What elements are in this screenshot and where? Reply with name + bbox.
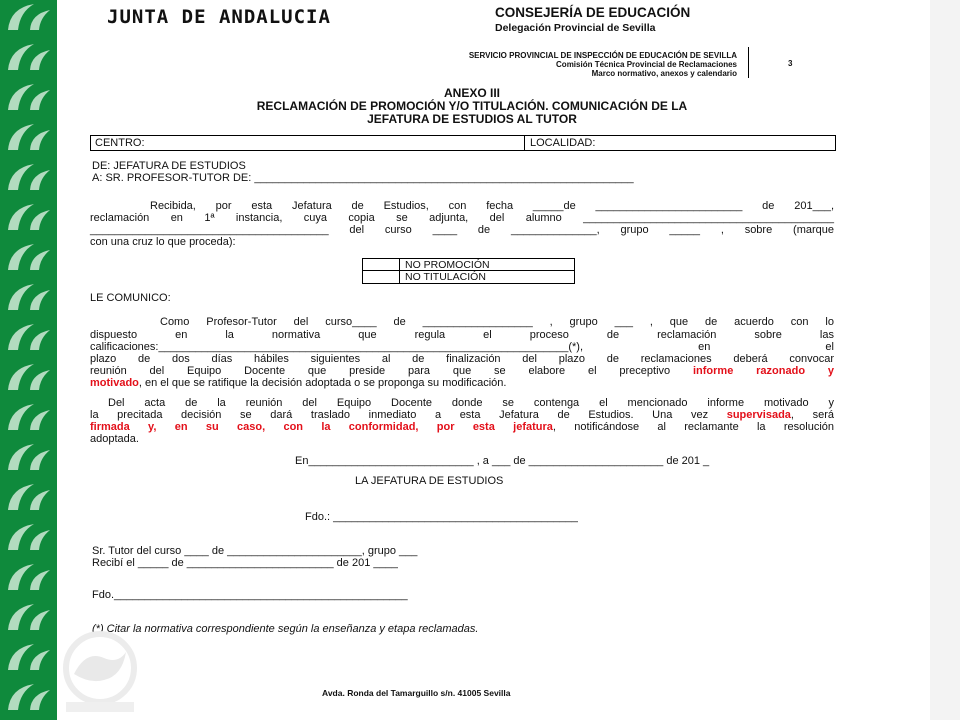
jefatura-signature-title: LA JEFATURA DE ESTUDIOS xyxy=(355,475,504,487)
page-number: 3 xyxy=(788,59,793,68)
document-title-line2: JEFATURA DE ESTUDIOS AL TUTOR xyxy=(367,112,577,126)
option-no-promocion[interactable]: NO PROMOCIÓN xyxy=(405,259,490,271)
highlight-motivado: motivado xyxy=(90,377,139,389)
paragraph3-line4: adoptada. xyxy=(90,433,139,445)
receipt-line2: Recibí el _____ de ________________________ de 201 ____ xyxy=(92,557,398,569)
service-line-3: Marco normativo, anexos y calendario xyxy=(591,69,737,78)
andalucia-emblem-icon xyxy=(60,628,140,721)
table-divider xyxy=(524,136,525,150)
paragraph2-line4: plazo de dos días hábiles siguientes al de finalización del plazo de reclamaciones deberá convocar xyxy=(90,353,834,365)
paragraph3-line2 xyxy=(90,409,834,422)
document-title-line1: RECLAMACIÓN DE PROMOCIÓN Y/O TITULACIÓN. COMUNICACIÓN DE LA xyxy=(256,99,688,113)
ministry-name: CONSEJERÍA DE EDUCACIÓN xyxy=(495,5,691,20)
paragraph2-line5-text: reunión del Equipo Docente que preside para que se elabore el preceptivo xyxy=(90,365,693,377)
paragraph3-line3 xyxy=(90,421,834,434)
from-line: DE: JEFATURA DE ESTUDIOS xyxy=(92,160,246,172)
highlight-informe-razonado: informe razonado y xyxy=(692,365,834,377)
paragraph2-line6 xyxy=(90,377,834,390)
paragraph2-line1: Como Profesor-Tutor del curso____ de __________________ , grupo ___ , que de acuerdo con lo xyxy=(160,316,834,328)
paragraph2-line6-text: , en el que se ratifique la decisión adoptada o se proponga su modificación. xyxy=(138,377,507,389)
paragraph3-line2-text: la precitada decisión se dará traslado inmediato a esta Jefatura de Estudios. Una vez xyxy=(90,409,727,421)
center-location-table xyxy=(90,135,836,151)
paragraph2-line5 xyxy=(90,365,834,378)
document-page xyxy=(57,0,930,720)
paragraph2-line3: calificaciones:___________________________________________________________________(*), en el xyxy=(90,341,834,353)
paragraph3-line2-end: , será xyxy=(790,409,834,421)
org-logo-text: JUNTA DE ANDALUCIA xyxy=(107,6,331,28)
receipt-line1: Sr. Tutor del curso ____ de ______________________, grupo ___ xyxy=(92,545,418,557)
jefatura-signature-line: Fdo.: ________________________________________ xyxy=(305,511,578,523)
annex-title: ANEXO III xyxy=(443,86,500,100)
header-divider xyxy=(748,47,749,78)
highlight-firmada: firmada y, en su caso, con la conformidad, por esta jefatura xyxy=(90,421,553,433)
centro-field[interactable]: CENTRO: xyxy=(95,137,145,149)
paragraph1-line3: _______________________________________ del curso ____ de ______________, grupo _____ , sobre (marque xyxy=(90,224,834,236)
options-checkbox-table xyxy=(362,258,575,284)
paragraph1-line1: Recibida, por esta Jefatura de Estudios, con fecha _____de ________________________ de 201___, xyxy=(150,200,834,212)
highlight-supervisada: supervisada xyxy=(726,409,791,421)
checkbox-column-divider xyxy=(399,259,400,283)
green-decorative-band xyxy=(0,0,57,720)
paragraph3-line1: Del acta de la reunión del Equipo Docente donde se contenga el mencionado informe motivado y xyxy=(108,397,834,409)
emblem-watermark-icon xyxy=(60,628,140,716)
delegation-name: Delegación Provincial de Sevilla xyxy=(495,22,656,34)
swirl-pattern-icon xyxy=(0,0,57,720)
paragraph2-line2: dispuesto en la normativa que regula el proceso de reclamación sobre las xyxy=(90,329,834,341)
footer-address: Avda. Ronda del Tamarguillo s/n. 41005 Sevilla xyxy=(322,688,511,698)
paragraph1-line2: reclamación en 1ª instancia, cuya copia se adjunta, del alumno _________________________________________ xyxy=(90,212,834,224)
date-place-line: En___________________________ , a ___ de ______________________ de 201 _ xyxy=(295,455,710,467)
service-line-1: SERVICIO PROVINCIAL DE INSPECCIÓN DE EDUCACIÓN DE SEVILLA xyxy=(468,51,737,60)
paragraph3-line3-text: , notificándose al reclamante la resolución xyxy=(552,421,835,433)
right-margin xyxy=(930,0,960,720)
localidad-field[interactable]: LOCALIDAD: xyxy=(530,137,596,149)
paragraph1-line4: con una cruz lo que proceda): xyxy=(90,236,236,248)
tutor-signature-line: Fdo.________________________________________________ xyxy=(92,589,408,601)
le-comunico-heading: LE COMUNICO: xyxy=(90,292,171,304)
option-no-titulacion[interactable]: NO TITULACIÓN xyxy=(405,271,486,283)
to-line: A: SR. PROFESOR-TUTOR DE: ______________________________________________________________ xyxy=(92,172,634,184)
service-line-2: Comisión Técnica Provincial de Reclamaciones xyxy=(556,60,737,69)
footnote: (*) Citar la normativa correspondiente según la enseñanza y etapa reclamadas. xyxy=(92,623,479,635)
